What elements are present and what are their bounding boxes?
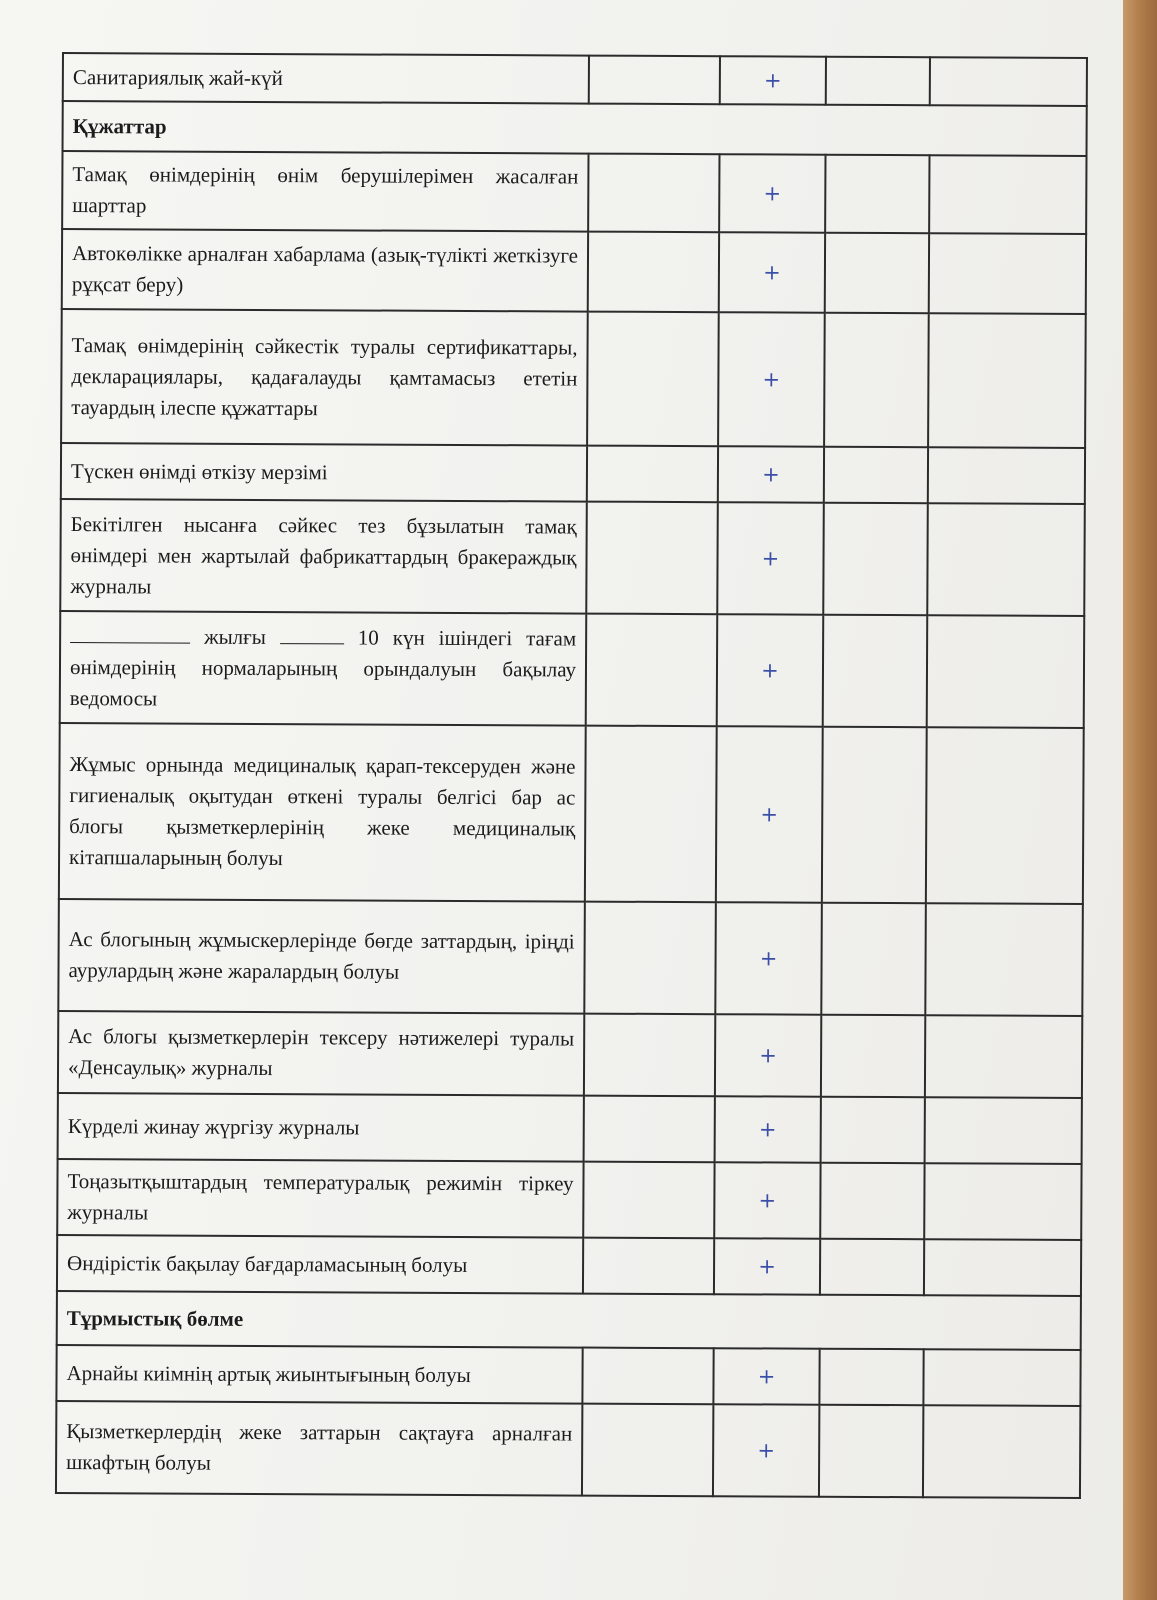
check-mark: +: [720, 56, 826, 105]
row-label: Қызметкерлердің жеке заттарын сақтауға арналған шкафтың болуы: [56, 1401, 582, 1496]
empty-cell: [586, 502, 718, 615]
check-mark: +: [715, 1014, 821, 1097]
table-row: [57, 1159, 1081, 1240]
empty-cell: [588, 154, 719, 233]
empty-cell: [585, 726, 717, 903]
empty-cell: [584, 1096, 715, 1163]
empty-cell: [589, 56, 720, 105]
section-title: Құжаттар: [63, 101, 1087, 156]
empty-cell: [925, 1015, 1082, 1098]
empty-cell: [824, 447, 928, 504]
empty-cell: [924, 1239, 1081, 1296]
vedomost-year-text: жылғы: [204, 624, 266, 649]
table-row: [58, 1093, 1082, 1164]
empty-cell: [588, 232, 719, 313]
empty-cell: [923, 1405, 1080, 1498]
row-label: Жұмыс орнында медициналық қарап-тексеруден және гигиеналық оқытудан өткені туралы белгісі бар ас блогы қызметкерлерінің жеке медициналық кітапшаларының болуы: [59, 723, 586, 902]
row-label: Бекітілген нысанға сәйкес тез бұзылатын тамақ өнімдері мен жартылай фабрикаттардың бракераждық журналы: [60, 499, 587, 614]
empty-cell: [582, 1404, 713, 1497]
blank-line: [280, 623, 344, 644]
check-mark: +: [718, 312, 825, 447]
empty-cell: [927, 503, 1085, 616]
empty-cell: [583, 1238, 714, 1295]
table-row: [59, 723, 1084, 904]
check-mark: +: [717, 502, 824, 615]
check-mark: +: [719, 154, 825, 233]
empty-cell: [822, 727, 927, 904]
table-row: [62, 151, 1086, 234]
checklist-table: [55, 52, 1088, 1499]
empty-cell: [820, 1239, 924, 1296]
empty-cell: [923, 1349, 1080, 1406]
empty-cell: [928, 447, 1085, 504]
check-mark: +: [716, 726, 823, 903]
empty-cell: [584, 1014, 715, 1097]
empty-cell: [928, 313, 1086, 448]
empty-cell: [582, 1348, 713, 1405]
vedomost-rest-text: 10 күн ішіндегі тағам өнімдерінің нормаларының орындалуын бақылау ведомосы: [69, 624, 577, 710]
row-label: Тамақ өнімдерінің өнім берушілерімен жасалған шарттар: [62, 151, 588, 232]
row-label: Тамақ өнімдерінің сәйкестік туралы сертификаттары, декларациялары, қадағалауды қамтамасыз ететін тауардың ілеспе құжаттары: [61, 309, 588, 446]
table-row: [63, 53, 1087, 106]
check-mark: +: [713, 1348, 819, 1405]
row-label: Ас блогы қызметкерлерін тексеру нәтижелері туралы «Денсаулық» журналы: [58, 1011, 584, 1096]
table-row: [57, 1235, 1081, 1296]
row-label: Ас блогының жұмыскерлерінде бөгде заттардың, іріңді аурулардың және жаралардың болуы: [58, 899, 585, 1014]
table-row: [56, 1345, 1080, 1406]
row-label: Автокөлікке арналған хабарлама (азық-түлікті жеткізуге рұқсат беру): [62, 229, 588, 312]
empty-cell: [820, 1163, 924, 1240]
empty-cell: [821, 903, 926, 1016]
empty-cell: [826, 57, 930, 106]
empty-cell: [926, 727, 1084, 904]
check-mark: +: [717, 614, 824, 727]
empty-cell: [819, 1349, 923, 1406]
empty-cell: [824, 313, 929, 448]
empty-cell: [925, 1097, 1082, 1164]
row-label: Арнайы киімнің артық жиынтығының болуы: [56, 1345, 582, 1404]
check-mark: +: [713, 1404, 819, 1497]
table-row: [60, 499, 1085, 616]
empty-cell: [821, 1015, 925, 1098]
table-row: [58, 899, 1083, 1016]
row-label: [60, 611, 587, 726]
empty-cell: [584, 902, 716, 1015]
empty-cell: [819, 1405, 923, 1498]
empty-cell: [586, 614, 718, 727]
check-mark: +: [719, 232, 825, 313]
empty-cell: [821, 1097, 925, 1164]
table-row: [58, 1011, 1082, 1098]
row-label: Түскен өнімді өткізу мерзімі: [61, 443, 587, 502]
table-row: [61, 309, 1086, 448]
empty-cell: [927, 615, 1085, 728]
empty-cell: [924, 1163, 1081, 1240]
row-label: Өндірістік бақылау бағдарламасының болуы: [57, 1235, 583, 1294]
table-row: [56, 1401, 1080, 1498]
empty-cell: [587, 446, 718, 503]
row-label: Санитариялық жай-күй: [63, 53, 589, 104]
empty-cell: [823, 503, 928, 616]
empty-cell: [929, 155, 1086, 234]
section-header-row: [63, 101, 1087, 156]
blank-line: [70, 622, 190, 644]
check-mark: +: [715, 902, 822, 1015]
check-mark: +: [714, 1162, 820, 1239]
check-mark: +: [718, 446, 824, 503]
empty-cell: [929, 233, 1086, 314]
empty-cell: [825, 233, 929, 314]
table-row: [61, 443, 1085, 504]
empty-cell: [925, 903, 1083, 1016]
empty-cell: [825, 155, 929, 234]
empty-cell: [823, 615, 928, 728]
check-mark: +: [714, 1238, 820, 1295]
check-mark: +: [715, 1096, 821, 1163]
section-title: Тұрмыстық бөлме: [57, 1291, 1081, 1350]
empty-cell: [587, 312, 719, 447]
row-label: Тоңазытқыштардың температуралық режимін тіркеу журналы: [57, 1159, 583, 1238]
empty-cell: [583, 1162, 714, 1239]
wooden-table-edge: [1123, 0, 1157, 1600]
empty-cell: [930, 57, 1087, 106]
table-row: [60, 611, 1085, 728]
section-header-row: [57, 1291, 1081, 1350]
row-label: Күрделі жинау жүргізу журналы: [58, 1093, 584, 1162]
table-row: [62, 229, 1086, 314]
